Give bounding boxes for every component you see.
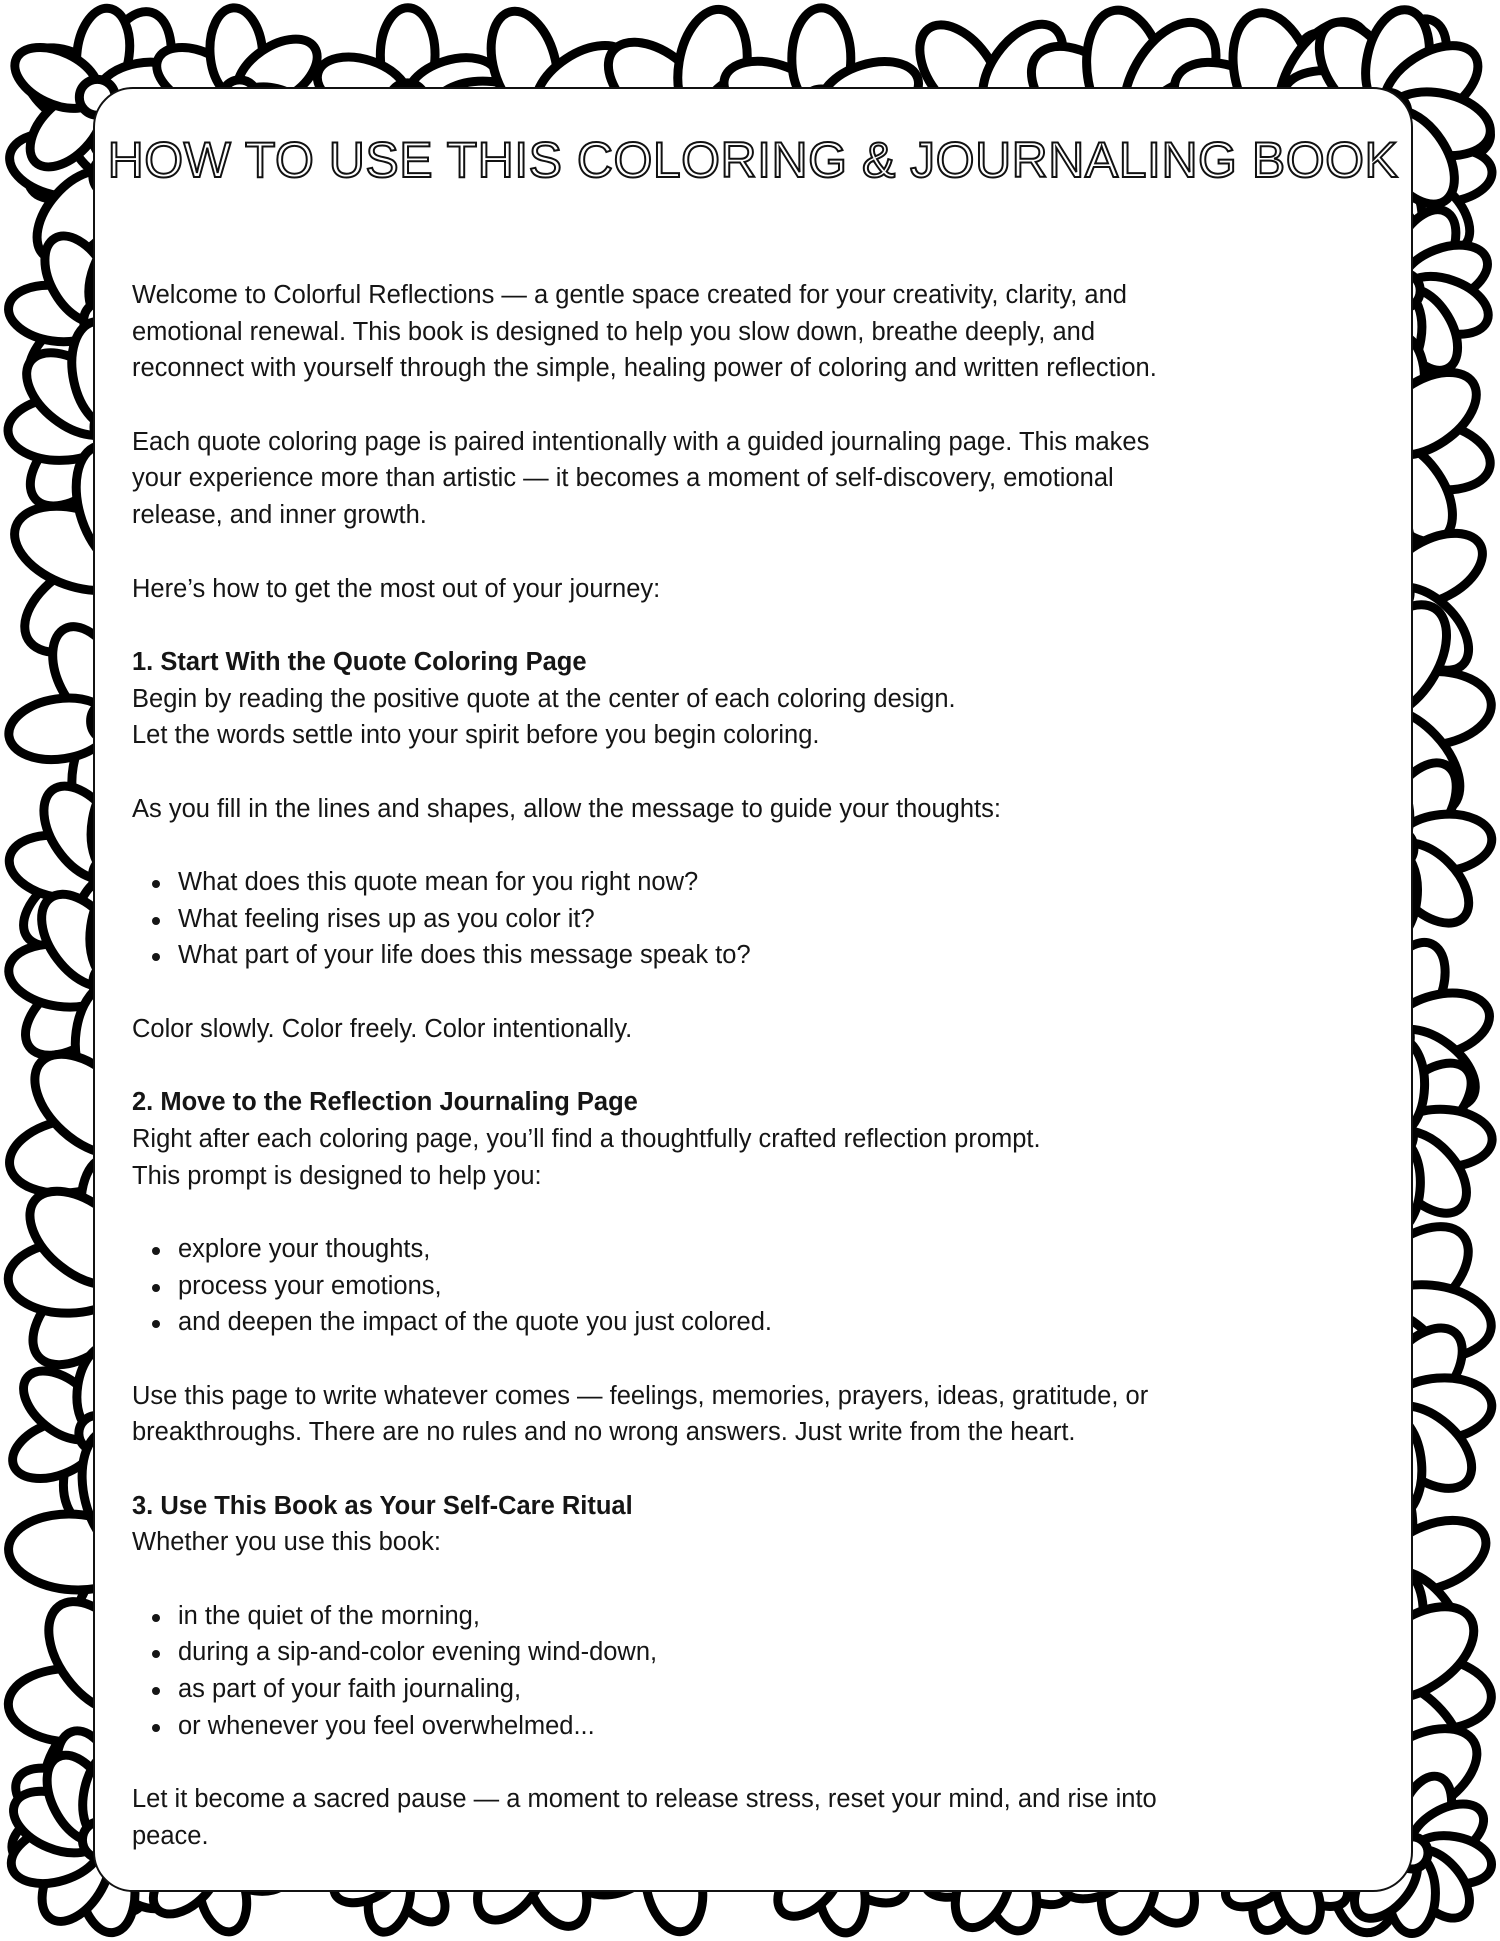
paragraph-line: release, and inner growth. — [132, 501, 427, 530]
paragraph-line: Right after each coloring page, you’ll find a thoughtfully crafted reflection prompt. — [132, 1124, 1041, 1153]
bullet-item: or whenever you feel overwhelmed... — [132, 1708, 1392, 1745]
spacer — [132, 1561, 1392, 1598]
bullet-item: What does this quote mean for you right now? — [132, 864, 1392, 901]
paragraph-line: Begin by reading the positive quote at the center of each coloring design. — [132, 684, 956, 713]
paragraph-line: Welcome to Colorful Reflections — a gentle space created for your creativity, clarity, and — [132, 281, 1127, 309]
spacer — [132, 1341, 1392, 1378]
paragraph-line: emotional renewal. This book is designed to help you slow down, breathe deeply, and — [132, 317, 1095, 346]
paragraph-line: Whether you use this book: — [132, 1528, 442, 1557]
spacer — [132, 1745, 1392, 1782]
paragraph-line: reconnect with yourself through the simple, healing power of coloring and written reflection. — [132, 354, 1157, 383]
body-text — [132, 277, 1392, 1855]
bullet-item: during a sip-and-color evening wind-down, — [132, 1634, 1392, 1671]
spacer — [132, 827, 1392, 864]
paragraph-line: Color slowly. Color freely. Color intentionally. — [132, 1014, 633, 1043]
page-title: HOW TO USE THIS COLORING & JOURNALING BOOK — [107, 132, 1399, 188]
bullet-item: What part of your life does this message speak to? — [132, 937, 1392, 974]
paragraph-line: Here’s how to get the most out of your journey: — [132, 574, 661, 603]
content-panel — [93, 87, 1413, 1892]
bullet-item: in the quiet of the morning, — [132, 1598, 1392, 1635]
spacer — [132, 607, 1392, 644]
section-heading: 1. Start With the Quote Coloring Page — [132, 647, 587, 676]
spacer — [132, 387, 1392, 424]
section-heading: 3. Use This Book as Your Self-Care Ritual — [132, 1491, 633, 1520]
paragraph-line: your experience more than artistic — it becomes a moment of self-discovery, emotional — [132, 464, 1114, 493]
section-heading: 2. Move to the Reflection Journaling Page — [132, 1088, 638, 1117]
spacer — [132, 1194, 1392, 1231]
spacer — [132, 754, 1392, 791]
bullet-item: process your emotions, — [132, 1268, 1392, 1305]
paragraph-line: peace. — [132, 1821, 209, 1850]
spacer — [132, 1451, 1392, 1488]
paragraph-line: Use this page to write whatever comes — feelings, memories, prayers, ideas, gratitude, or — [132, 1381, 1149, 1410]
bullet-item: and deepen the impact of the quote you just colored. — [132, 1304, 1392, 1341]
spacer — [132, 534, 1392, 571]
paragraph-line: breakthroughs. There are no rules and no wrong answers. Just write from the heart. — [132, 1418, 1076, 1447]
paragraph-line: Let it become a sacred pause — a moment to release stress, reset your mind, and rise into — [132, 1785, 1157, 1814]
bullet-item: explore your thoughts, — [132, 1231, 1392, 1268]
spacer — [132, 1047, 1392, 1084]
spacer — [132, 974, 1392, 1011]
paragraph-line: As you fill in the lines and shapes, allow the message to guide your thoughts: — [132, 794, 1001, 823]
bullet-item: What feeling rises up as you color it? — [132, 901, 1392, 938]
bullet-item: as part of your faith journaling, — [132, 1671, 1392, 1708]
paragraph-line: Each quote coloring page is paired intentionally with a guided journaling page. This makes — [132, 427, 1150, 456]
paragraph-line: Let the words settle into your spirit before you begin coloring. — [132, 721, 820, 750]
paragraph-line: This prompt is designed to help you: — [132, 1161, 542, 1190]
